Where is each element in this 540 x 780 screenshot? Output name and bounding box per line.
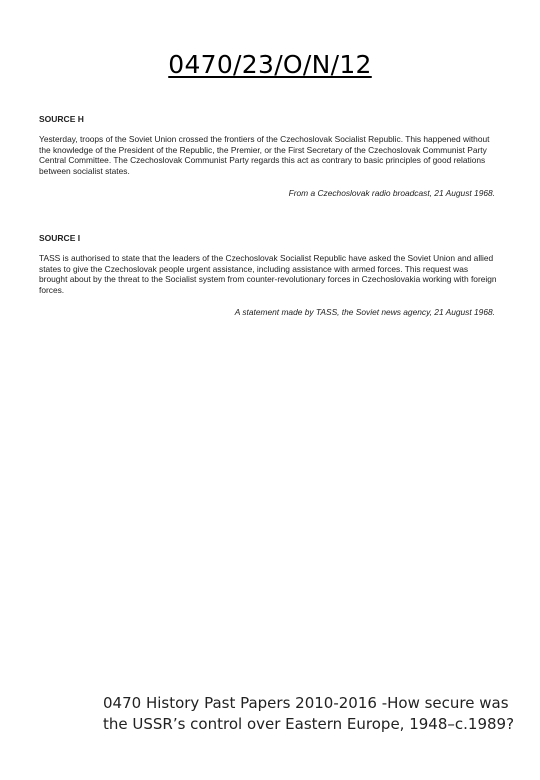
source-i-heading: SOURCE I bbox=[39, 233, 81, 243]
footer-caption: 0470 History Past Papers 2010-2016 -How secure was the USSR’s control over Eastern Europe, 1948–c.1989? bbox=[103, 694, 515, 733]
source-i-block bbox=[39, 233, 497, 317]
source-h-attribution: From a Czechoslovak radio broadcast, 21 August 1968. bbox=[288, 188, 495, 199]
source-h-heading: SOURCE H bbox=[39, 114, 84, 124]
source-i-attribution: A statement made by TASS, the Soviet news agency, 21 August 1968. bbox=[234, 307, 495, 318]
source-i-body: TASS is authorised to state that the leaders of the Czechoslovak Socialist Republic have asked the Soviet Union and allied states to give the Czechoslovak people urgent assistance, including assistance with armed forces. This request was brought about by the threat to the Socialist system from counter-revolutionary forces in Czechoslovakia working with foreign forces. bbox=[39, 253, 497, 295]
source-h-body: Yesterday, troops of the Soviet Union crossed the frontiers of the Czechoslovak Socialist Republic. This happened without the knowledge of the President of the Republic, the Premier, or the First Secretary of the Czechoslovak Communist Party Central Committee. The Czechoslovak Communist Party regards this act as contrary to basic principles of good relations between socialist states. bbox=[39, 134, 490, 176]
page-title: 0470/23/O/N/12 bbox=[168, 50, 372, 79]
source-h-block bbox=[39, 114, 497, 198]
